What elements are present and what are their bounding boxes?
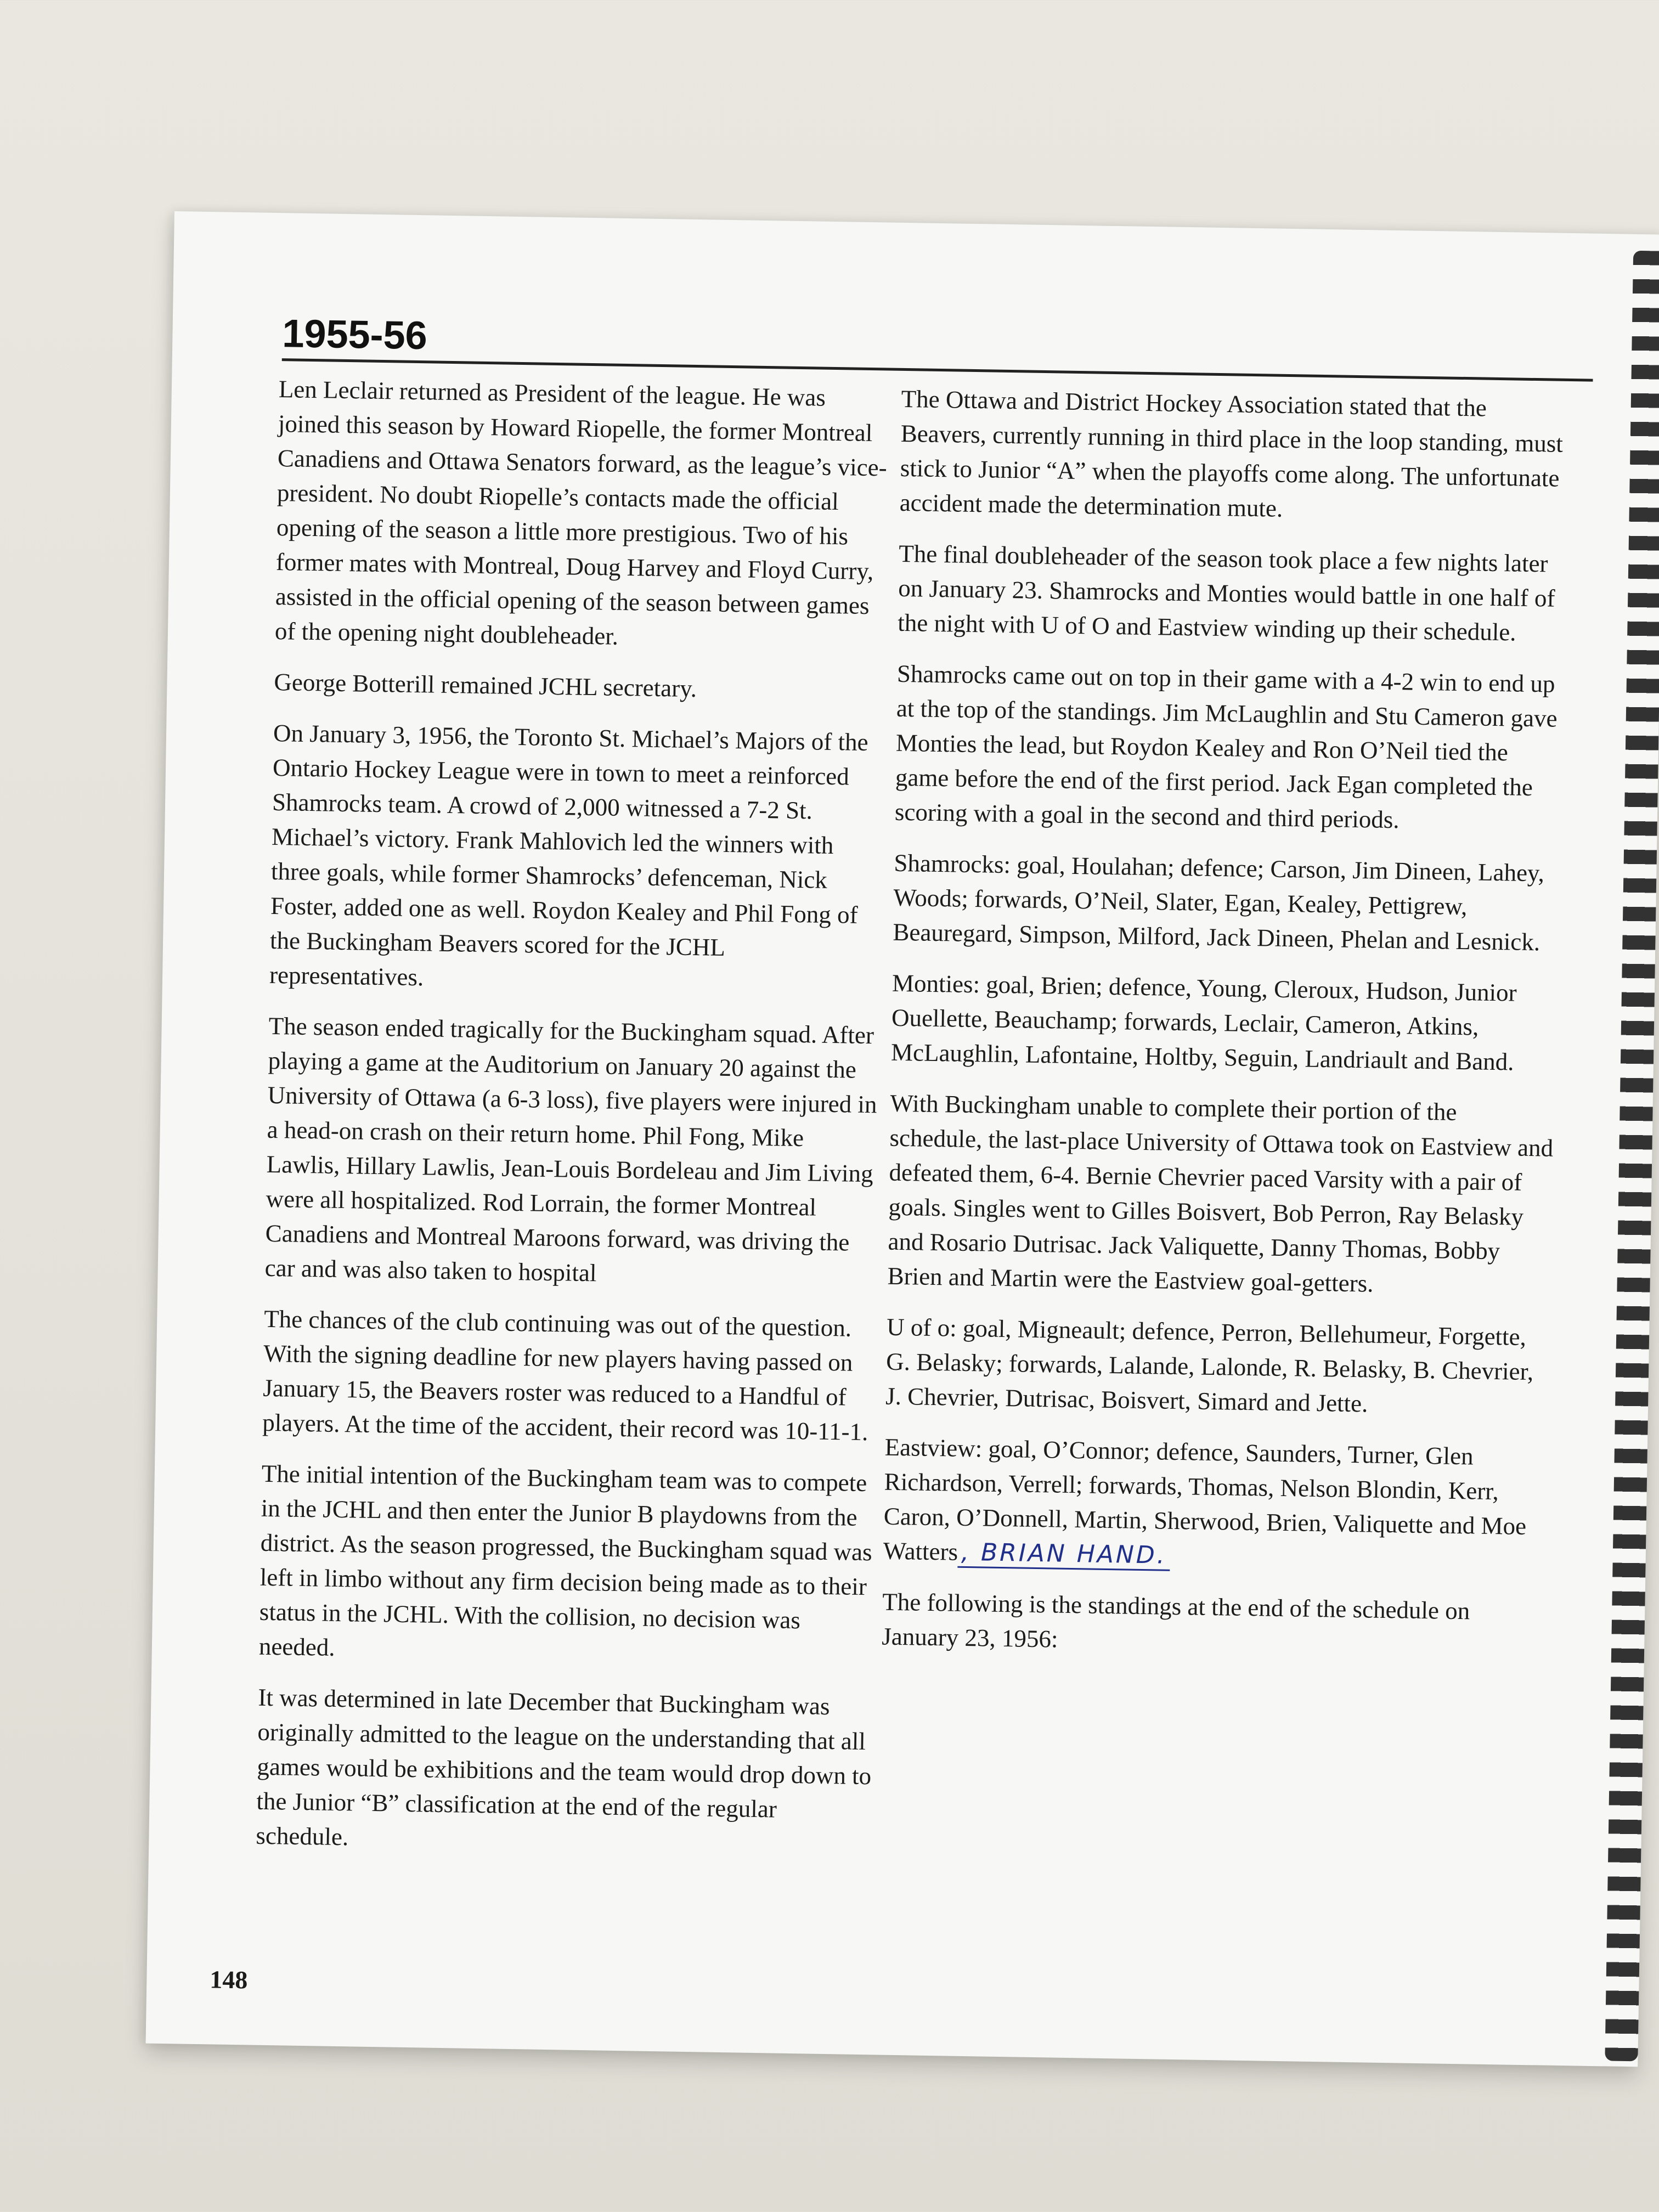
paragraph: It was determined in late December that Buckingham was originally admitted to the league on the understanding that all games would be exhibitions and the team would drop down to the Junior “B” classification at the end of the regular schedule. bbox=[256, 1683, 872, 1851]
right-column bbox=[881, 382, 1565, 1681]
paragraph: The initial intention of the Buckingham team was to compete in the JCHL and then enter the Junior B playdowns from the district. As the season progressed, the Buckingham squad was left in limbo without any firm decision being made as to their status in the JCHL. With the collision, no decision was needed. bbox=[258, 1459, 872, 1661]
eastview-text: Eastview: goal, O’Connor; defence, Saunders, Turner, Glen Richardson, Verrell; forwards, Thomas, Nelson Blondin, Kerr, Caron, O’Donnell, Martin, Sherwood, Brien, Valiquette and Moe Watters bbox=[883, 1433, 1527, 1566]
paragraph: The Ottawa and District Hockey Association stated that the Beavers, currently running in third place in the loop standing, must stick to Junior “A” when the playoffs come along. The unfortunate accident made the determination mute. bbox=[899, 385, 1564, 522]
year-heading: 1955-56 bbox=[281, 312, 428, 358]
paragraph: George Botterill remained JCHL secretary. bbox=[274, 668, 697, 703]
standings-intro: The following is the standings at the end of the schedule on January 23, 1956: bbox=[881, 1588, 1470, 1653]
paragraph: Len Leclair returned as President of the league. He was joined this season by Howard Riopelle, the former Montreal Canadiens and Ottawa Senators forward, as the league’s vice-president. No doubt Riopelle’s contacts made the official opening of the season a little more prestigious. Two of his former mates with Montreal, Doug Harvey and Floyd Curry, assisted in the official opening of the season between games of the opening night doubleheader. bbox=[274, 375, 888, 650]
book-page bbox=[146, 211, 1659, 2067]
paragraph: U of o: goal, Migneault; defence, Perron, Bellehumeur, Forgette, G. Belasky; forwards, Lalande, Lalonde, R. Belasky, B. Chevrier, J. Chevrier, Dutrisac, Boisvert, Simard and Jette. bbox=[885, 1313, 1534, 1418]
paragraph: Monties: goal, Brien; defence, Young, Cleroux, Hudson, Junior Ouellette, Beauchamp; forwards, Leclair, Cameron, Atkins, McLaughlin, Lafontaine, Holtby, Seguin, Landriault and Band. bbox=[890, 969, 1517, 1076]
paragraph: The season ended tragically for the Buckingham squad. After playing a game at the Auditorium on January 20 against the University of Ottawa (a 6-3 loss), five players were injured in a head-on crash on their return home. Phil Fong, Mike Lawlis, Hillary Lawlis, Jean-Louis Bordeleau and Jim Living were all hospitalized. Rod Lorrain, the former Montreal Canadiens and Montreal Maroons forward, was driving the car and was also taken to hospital bbox=[264, 1012, 877, 1287]
spiral-binding bbox=[1605, 251, 1659, 2062]
paragraph: The chances of the club continuing was out of the question. With the signing deadline for new players having passed on January 15, the Beavers roster was reduced to a Handful of players. At the time of the accident, their record was 10-11-1. bbox=[262, 1305, 868, 1446]
left-column bbox=[256, 372, 894, 1879]
page-number: 148 bbox=[209, 1965, 248, 1994]
paragraph: Shamrocks: goal, Houlahan; defence; Carson, Jim Dineen, Lahey, Woods; forwards, O’Neil, Slater, Egan, Kealey, Pettigrew, Beauregard, Simpson, Milford, Jack Dineen, Phelan and Lesnick. bbox=[893, 849, 1545, 956]
eastview-paragraph bbox=[883, 1430, 1549, 1579]
paragraph: Shamrocks came out on top in their game with a 4-2 win to end up at the top of the standings. Jim McLaughlin and Stu Cameron gave Monties the lead, but Roydon Kealey and Ron O’Neil tied the game before the end of the first period. Jack Egan completed the scoring with a goal in the second and third periods. bbox=[894, 659, 1558, 834]
handwritten-note: , BRIAN HAND. bbox=[958, 1538, 1170, 1571]
paragraph: With Buckingham unable to complete their portion of the schedule, the last-place University of Ottawa took on Eastview and defeated them, 6-4. Bernie Chevrier paced Varsity with a pair of goals. Singles went to Gilles Boisvert, Bob Perron, Ray Belasky and Rosario Dutrisac. Jack Valiquette, Danny Thomas, Bobby Brien and Martin were the Eastview goal-getters. bbox=[887, 1089, 1554, 1297]
heading-rule bbox=[282, 298, 1594, 382]
paragraph: The final doubleheader of the season took place a few nights later on January 23. Shamrocks and Monties would battle in one half of the night with U of O and Eastview winding up their schedule. bbox=[897, 539, 1555, 646]
paragraph: On January 3, 1956, the Toronto St. Michael’s Majors of the Ontario Hockey League were in town to meet a reinforced Shamrocks team. A crowd of 2,000 witnessed a 7-2 St. Michael’s victory. Frank Mahlovich led the winners with three goals, while former Shamrocks’ defenceman, Nick Foster, added one as well. Roydon Kealey and Phil Fong of the Buckingham Beavers scored for the JCHL representatives. bbox=[269, 719, 868, 991]
